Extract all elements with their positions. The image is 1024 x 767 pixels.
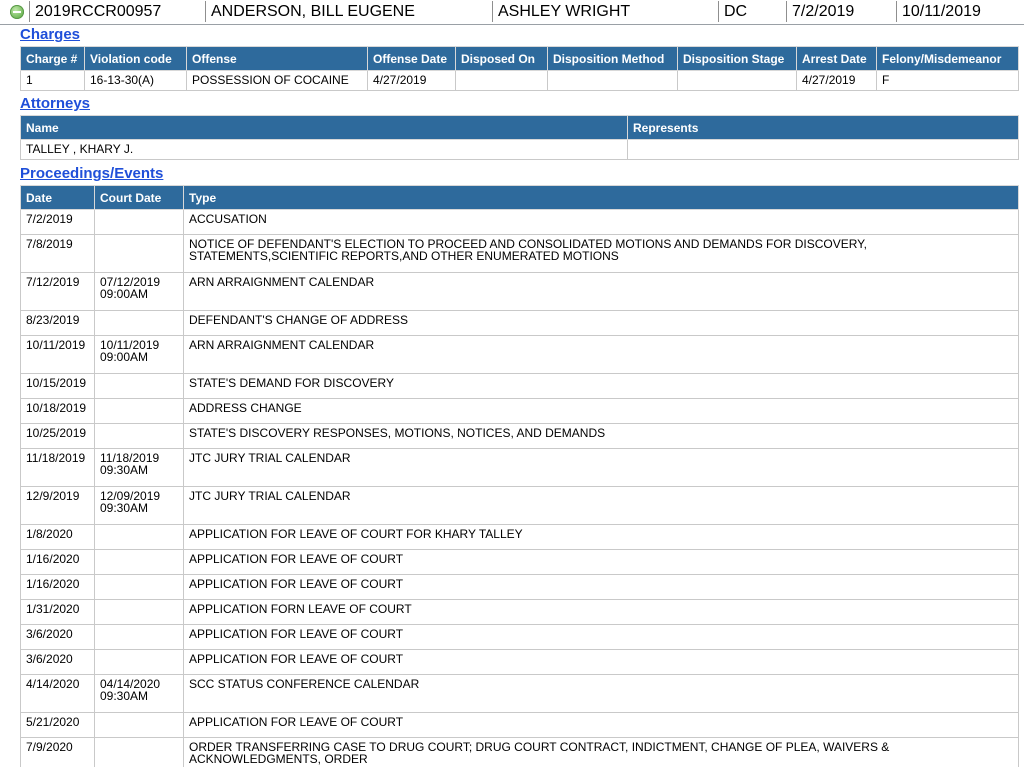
proceeding-cell: ORDER TRANSFERRING CASE TO DRUG COURT; DRUG COURT CONTRACT, INDICTMENT, CHANGE OF PLEA, WAIVERS & ACKNOWLEDGMENTS, ORDER [184, 738, 1019, 767]
proceeding-row [21, 399, 1019, 424]
proceeding-cell: 1/31/2020 [21, 600, 95, 625]
charge-row [21, 71, 1019, 91]
charge-cell: F [877, 71, 1019, 91]
charge-header-cell: Charge # [21, 47, 85, 71]
proceeding-cell: 11/18/2019 09:30AM [95, 449, 184, 487]
proceeding-row [21, 525, 1019, 550]
proceeding-cell [95, 550, 184, 575]
attorney-cell: TALLEY , KHARY J. [21, 140, 628, 160]
proceeding-cell: SCC STATUS CONFERENCE CALENDAR [184, 675, 1019, 713]
charge-cell [678, 71, 797, 91]
proceeding-cell: 5/21/2020 [21, 713, 95, 738]
proceedings-table [20, 185, 1019, 767]
proceeding-cell [95, 600, 184, 625]
proceeding-row [21, 273, 1019, 311]
charge-header-cell: Offense [187, 47, 368, 71]
proceeding-cell: ACCUSATION [184, 210, 1019, 235]
proceeding-cell [95, 374, 184, 399]
proceeding-cell: APPLICATION FOR LEAVE OF COURT [184, 550, 1019, 575]
collapse-toggle-icon[interactable] [10, 5, 24, 19]
proceeding-cell: APPLICATION FORN LEAVE OF COURT [184, 600, 1019, 625]
charge-cell [456, 71, 548, 91]
attorneys-table [20, 115, 1019, 160]
attorney-header-cell: Represents [628, 116, 1019, 140]
proceeding-cell: 10/15/2019 [21, 374, 95, 399]
charge-cell: 4/27/2019 [797, 71, 877, 91]
proceeding-cell: 12/09/2019 09:30AM [95, 487, 184, 525]
charge-header-cell: Felony/Misdemeanor [877, 47, 1019, 71]
proceeding-cell: 1/8/2020 [21, 525, 95, 550]
proceeding-cell [95, 713, 184, 738]
proceeding-row [21, 424, 1019, 449]
proceeding-cell: 7/8/2019 [21, 235, 95, 273]
proceeding-cell: 10/25/2019 [21, 424, 95, 449]
proceeding-cell [95, 738, 184, 767]
proceeding-cell: ADDRESS CHANGE [184, 399, 1019, 424]
charges-title[interactable]: Charges [20, 26, 81, 43]
charge-cell: POSSESSION OF COCAINE [187, 71, 368, 91]
attorney-cell [628, 140, 1019, 160]
filed-date: 7/2/2019 [786, 1, 896, 22]
proceeding-cell: 1/16/2020 [21, 550, 95, 575]
attorney-row [21, 140, 1019, 160]
proceeding-cell [95, 525, 184, 550]
proceeding-row [21, 650, 1019, 675]
case-number[interactable]: 2019RCCR00957 [29, 1, 205, 22]
attorneys-title[interactable]: Attorneys [20, 95, 91, 112]
proceedings-title[interactable]: Proceedings/Events [20, 165, 164, 182]
charge-header-cell: Violation code [85, 47, 187, 71]
proceeding-cell: ARN ARRAIGNMENT CALENDAR [184, 336, 1019, 374]
proceeding-cell: JTC JURY TRIAL CALENDAR [184, 487, 1019, 525]
proceeding-row [21, 487, 1019, 525]
proceeding-cell: 7/2/2019 [21, 210, 95, 235]
proceeding-cell [95, 235, 184, 273]
proceedings-header-row [21, 186, 1019, 210]
proceeding-cell: 3/6/2020 [21, 650, 95, 675]
proceeding-cell [95, 650, 184, 675]
proceeding-row [21, 374, 1019, 399]
proceeding-row [21, 311, 1019, 336]
proceeding-cell: STATE'S DEMAND FOR DISCOVERY [184, 374, 1019, 399]
proceeding-row [21, 235, 1019, 273]
proceeding-row [21, 336, 1019, 374]
judge-name: ASHLEY WRIGHT [492, 1, 718, 22]
proceeding-cell [95, 424, 184, 449]
proceeding-cell: 10/11/2019 [21, 336, 95, 374]
proceeding-row [21, 550, 1019, 575]
charge-header-cell: Disposition Stage [678, 47, 797, 71]
proceeding-cell: 11/18/2019 [21, 449, 95, 487]
proceeding-cell: DEFENDANT'S CHANGE OF ADDRESS [184, 311, 1019, 336]
proceeding-row [21, 738, 1019, 767]
proceeding-header-cell: Type [184, 186, 1019, 210]
case-code: DC [718, 1, 786, 22]
proceeding-row [21, 210, 1019, 235]
proceeding-cell: JTC JURY TRIAL CALENDAR [184, 449, 1019, 487]
proceeding-cell: STATE'S DISCOVERY RESPONSES, MOTIONS, NOTICES, AND DEMANDS [184, 424, 1019, 449]
proceeding-cell: 10/18/2019 [21, 399, 95, 424]
proceeding-cell [95, 311, 184, 336]
proceeding-cell: 7/9/2020 [21, 738, 95, 767]
defendant-name: ANDERSON, BILL EUGENE [205, 1, 492, 22]
charge-header-cell: Offense Date [368, 47, 456, 71]
attorney-header-cell: Name [21, 116, 628, 140]
proceeding-cell: 8/23/2019 [21, 311, 95, 336]
last-date: 10/11/2019 [896, 1, 1020, 22]
proceeding-row [21, 675, 1019, 713]
proceeding-cell [95, 575, 184, 600]
proceeding-cell: 1/16/2020 [21, 575, 95, 600]
proceeding-row [21, 600, 1019, 625]
proceeding-cell: NOTICE OF DEFENDANT'S ELECTION TO PROCEED AND CONSOLIDATED MOTIONS AND DEMANDS FOR DISCOVERY, STATEMENTS,SCIENTIFIC REPORTS,AND OTHER ENUMERATED MOTIONS [184, 235, 1019, 273]
charge-cell: 4/27/2019 [368, 71, 456, 91]
proceeding-cell: 12/9/2019 [21, 487, 95, 525]
proceeding-row [21, 575, 1019, 600]
case-summary-row [0, 0, 1024, 25]
proceeding-row [21, 713, 1019, 738]
proceeding-cell: 4/14/2020 [21, 675, 95, 713]
proceeding-cell: 04/14/2020 09:30AM [95, 675, 184, 713]
charge-cell: 16-13-30(A) [85, 71, 187, 91]
proceeding-row [21, 625, 1019, 650]
proceeding-cell: APPLICATION FOR LEAVE OF COURT [184, 575, 1019, 600]
proceeding-cell: APPLICATION FOR LEAVE OF COURT FOR KHARY TALLEY [184, 525, 1019, 550]
proceeding-cell: APPLICATION FOR LEAVE OF COURT [184, 625, 1019, 650]
proceeding-row [21, 449, 1019, 487]
proceeding-cell: 10/11/2019 09:00AM [95, 336, 184, 374]
proceeding-header-cell: Date [21, 186, 95, 210]
proceeding-cell [95, 210, 184, 235]
charge-cell: 1 [21, 71, 85, 91]
proceeding-cell: 3/6/2020 [21, 625, 95, 650]
proceeding-header-cell: Court Date [95, 186, 184, 210]
proceeding-cell [95, 625, 184, 650]
charge-header-cell: Disposed On [456, 47, 548, 71]
proceeding-cell: 07/12/2019 09:00AM [95, 273, 184, 311]
proceeding-cell: APPLICATION FOR LEAVE OF COURT [184, 713, 1019, 738]
proceeding-cell: ARN ARRAIGNMENT CALENDAR [184, 273, 1019, 311]
charge-cell [548, 71, 678, 91]
charges-header-row [21, 47, 1019, 71]
proceeding-cell: 7/12/2019 [21, 273, 95, 311]
charge-header-cell: Arrest Date [797, 47, 877, 71]
proceeding-cell [95, 399, 184, 424]
charge-header-cell: Disposition Method [548, 47, 678, 71]
proceeding-cell: APPLICATION FOR LEAVE OF COURT [184, 650, 1019, 675]
charges-table [20, 46, 1019, 91]
attorneys-header-row [21, 116, 1019, 140]
